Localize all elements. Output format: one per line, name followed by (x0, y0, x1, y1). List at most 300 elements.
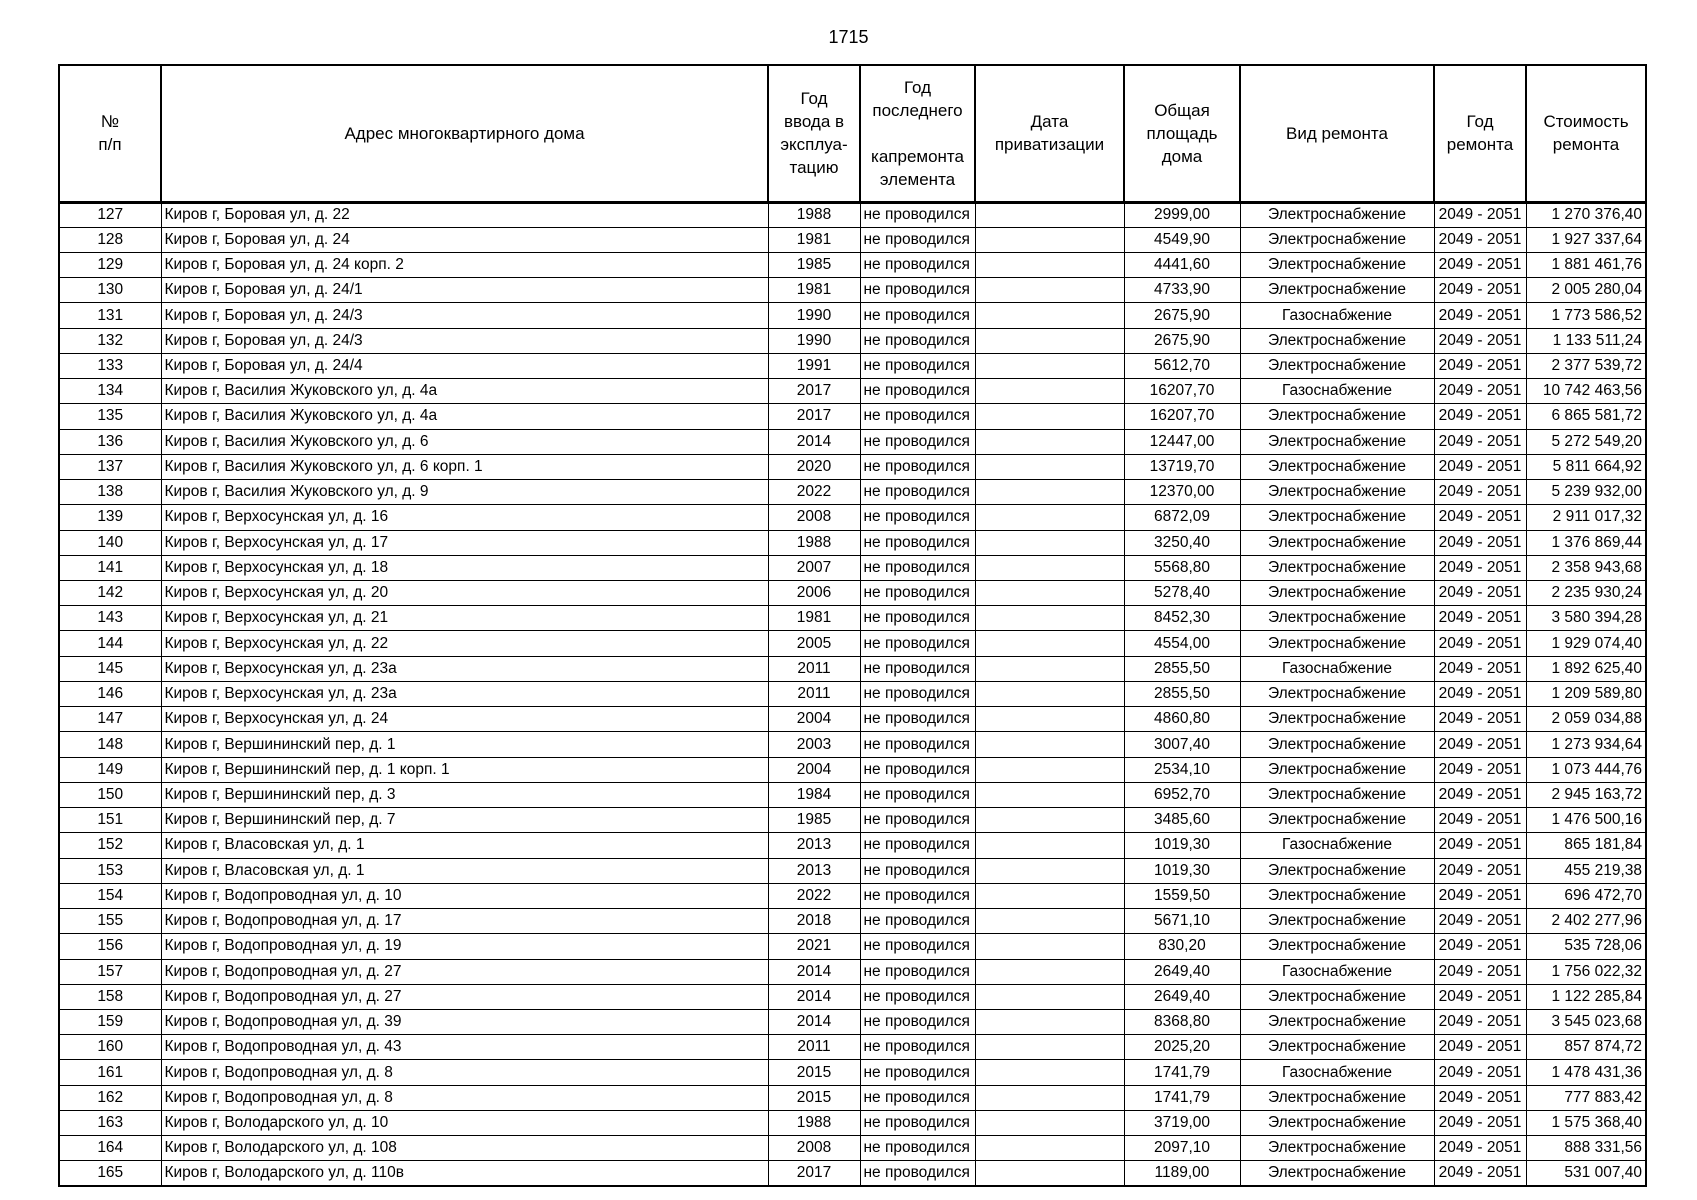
cell-area: 1019,30 (1124, 858, 1240, 883)
cell-address: Киров г, Водопроводная ул, д. 8 (161, 1060, 768, 1085)
cell-area: 6952,70 (1124, 782, 1240, 807)
table-row (59, 328, 1646, 353)
cell-repair-year: 2049 - 2051 (1434, 757, 1526, 782)
cell-area: 3007,40 (1124, 732, 1240, 757)
cell-last-repair: не проводился (860, 782, 975, 807)
table-row (59, 353, 1646, 378)
cell-num: 137 (59, 454, 161, 479)
table-row (59, 202, 1646, 227)
cell-address: Киров г, Верхосунская ул, д. 23а (161, 681, 768, 706)
cell-cost: 2 945 163,72 (1526, 782, 1646, 807)
table-row (59, 934, 1646, 959)
table-row (59, 656, 1646, 681)
cell-address: Киров г, Водопроводная ул, д. 43 (161, 1035, 768, 1060)
cell-num: 139 (59, 505, 161, 530)
cell-area: 1559,50 (1124, 883, 1240, 908)
cell-repair-year: 2049 - 2051 (1434, 959, 1526, 984)
table-row (59, 505, 1646, 530)
cell-last-repair: не проводился (860, 1035, 975, 1060)
cell-area: 16207,70 (1124, 404, 1240, 429)
cell-last-repair: не проводился (860, 1010, 975, 1035)
cell-area: 4549,90 (1124, 227, 1240, 252)
table-row (59, 278, 1646, 303)
cell-area: 6872,09 (1124, 505, 1240, 530)
cell-last-repair: не проводился (860, 303, 975, 328)
cell-address: Киров г, Водопроводная ул, д. 39 (161, 1010, 768, 1035)
cell-cost: 2 059 034,88 (1526, 707, 1646, 732)
cell-address: Киров г, Василия Жуковского ул, д. 6 корп. 1 (161, 454, 768, 479)
cell-address: Киров г, Верхосунская ул, д. 18 (161, 555, 768, 580)
cell-repair-kind: Электроснабжение (1240, 252, 1434, 277)
cell-address: Киров г, Верхосунская ул, д. 16 (161, 505, 768, 530)
header-repair-kind (1240, 65, 1434, 202)
cell-address: Киров г, Боровая ул, д. 22 (161, 202, 768, 227)
cell-area: 2649,40 (1124, 984, 1240, 1009)
cell-area: 5278,40 (1124, 581, 1240, 606)
cell-last-repair: не проводился (860, 707, 975, 732)
cell-privatization (975, 202, 1124, 227)
header-line: приватизации (994, 135, 1105, 155)
cell-repair-kind: Электроснабжение (1240, 555, 1434, 580)
cell-address: Киров г, Володарского ул, д. 108 (161, 1136, 768, 1161)
header-line (864, 122, 971, 145)
header-address (161, 65, 768, 202)
cell-privatization (975, 757, 1124, 782)
cell-num: 127 (59, 202, 161, 227)
cell-num: 135 (59, 404, 161, 429)
header-line: № (100, 112, 120, 132)
cell-num: 151 (59, 808, 161, 833)
cell-area: 2675,90 (1124, 328, 1240, 353)
cell-privatization (975, 681, 1124, 706)
cell-year-built: 2008 (768, 1136, 860, 1161)
cell-area: 1189,00 (1124, 1161, 1240, 1186)
header-line: Общая (1154, 100, 1210, 120)
cell-cost: 1 270 376,40 (1526, 202, 1646, 227)
cell-last-repair: не проводился (860, 227, 975, 252)
table-row (59, 984, 1646, 1009)
cell-repair-kind: Электроснабжение (1240, 1085, 1434, 1110)
header-line: Год (1466, 112, 1494, 132)
cell-last-repair: не проводился (860, 480, 975, 505)
cell-year-built: 2017 (768, 404, 860, 429)
cell-year-built: 1985 (768, 252, 860, 277)
cell-cost: 1 376 869,44 (1526, 530, 1646, 555)
cell-num: 157 (59, 959, 161, 984)
cell-repair-kind: Газоснабжение (1240, 959, 1434, 984)
cell-repair-kind: Электроснабжение (1240, 505, 1434, 530)
cell-privatization (975, 959, 1124, 984)
table-row (59, 883, 1646, 908)
cell-cost: 5 272 549,20 (1526, 429, 1646, 454)
cell-repair-kind: Электроснабжение (1240, 429, 1434, 454)
cell-year-built: 2018 (768, 909, 860, 934)
cell-repair-year: 2049 - 2051 (1434, 808, 1526, 833)
header-line: Дата (1030, 112, 1069, 132)
cell-num: 129 (59, 252, 161, 277)
cell-year-built: 2005 (768, 631, 860, 656)
cell-num: 156 (59, 934, 161, 959)
cell-last-repair: не проводился (860, 555, 975, 580)
cell-repair-kind: Электроснабжение (1240, 202, 1434, 227)
cell-repair-year: 2049 - 2051 (1434, 252, 1526, 277)
table-row (59, 252, 1646, 277)
cell-repair-year: 2049 - 2051 (1434, 656, 1526, 681)
cell-area: 4860,80 (1124, 707, 1240, 732)
cell-repair-kind: Газоснабжение (1240, 656, 1434, 681)
cell-privatization (975, 1161, 1124, 1186)
cell-repair-year: 2049 - 2051 (1434, 555, 1526, 580)
cell-repair-kind: Электроснабжение (1240, 278, 1434, 303)
cell-repair-kind: Электроснабжение (1240, 631, 1434, 656)
cell-year-built: 2011 (768, 656, 860, 681)
cell-year-built: 1990 (768, 328, 860, 353)
cell-privatization (975, 782, 1124, 807)
cell-last-repair: не проводился (860, 808, 975, 833)
cell-year-built: 2017 (768, 379, 860, 404)
cell-address: Киров г, Володарского ул, д. 10 (161, 1110, 768, 1135)
cell-repair-kind: Электроснабжение (1240, 732, 1434, 757)
cell-address: Киров г, Верхосунская ул, д. 21 (161, 606, 768, 631)
cell-cost: 1 929 074,40 (1526, 631, 1646, 656)
cell-repair-year: 2049 - 2051 (1434, 1010, 1526, 1035)
cell-cost: 1 073 444,76 (1526, 757, 1646, 782)
cell-repair-year: 2049 - 2051 (1434, 404, 1526, 429)
cell-area: 5568,80 (1124, 555, 1240, 580)
cell-num: 128 (59, 227, 161, 252)
cell-year-built: 2013 (768, 858, 860, 883)
header-line: площадь (1146, 123, 1218, 143)
cell-year-built: 1988 (768, 202, 860, 227)
cell-address: Киров г, Боровая ул, д. 24/4 (161, 353, 768, 378)
cell-year-built: 2017 (768, 1161, 860, 1186)
cell-repair-kind: Электроснабжение (1240, 707, 1434, 732)
cell-area: 2999,00 (1124, 202, 1240, 227)
table-row (59, 1136, 1646, 1161)
cell-repair-year: 2049 - 2051 (1434, 328, 1526, 353)
cell-cost: 531 007,40 (1526, 1161, 1646, 1186)
table-row (59, 555, 1646, 580)
cell-last-repair: не проводился (860, 252, 975, 277)
cell-area: 4441,60 (1124, 252, 1240, 277)
table-row (59, 707, 1646, 732)
cell-last-repair: не проводился (860, 530, 975, 555)
cell-address: Киров г, Верхосунская ул, д. 22 (161, 631, 768, 656)
table-row (59, 757, 1646, 782)
cell-cost: 1 892 625,40 (1526, 656, 1646, 681)
cell-address: Киров г, Василия Жуковского ул, д. 4а (161, 404, 768, 429)
cell-num: 147 (59, 707, 161, 732)
cell-privatization (975, 732, 1124, 757)
cell-repair-year: 2049 - 2051 (1434, 934, 1526, 959)
cell-privatization (975, 833, 1124, 858)
cell-privatization (975, 631, 1124, 656)
cell-address: Киров г, Боровая ул, д. 24 корп. 2 (161, 252, 768, 277)
cell-num: 154 (59, 883, 161, 908)
cell-cost: 1 575 368,40 (1526, 1110, 1646, 1135)
cell-address: Киров г, Власовская ул, д. 1 (161, 833, 768, 858)
cell-num: 134 (59, 379, 161, 404)
cell-cost: 1 133 511,24 (1526, 328, 1646, 353)
cell-last-repair: не проводился (860, 934, 975, 959)
cell-num: 133 (59, 353, 161, 378)
cell-repair-year: 2049 - 2051 (1434, 782, 1526, 807)
cell-cost: 5 239 932,00 (1526, 480, 1646, 505)
cell-last-repair: не проводился (860, 404, 975, 429)
header-last-repair (860, 65, 975, 202)
cell-repair-kind: Электроснабжение (1240, 454, 1434, 479)
table-row (59, 1010, 1646, 1035)
table-row (59, 303, 1646, 328)
cell-num: 138 (59, 480, 161, 505)
table-row (59, 1085, 1646, 1110)
cell-repair-kind: Электроснабжение (1240, 328, 1434, 353)
table-row (59, 631, 1646, 656)
cell-year-built: 1991 (768, 353, 860, 378)
cell-repair-year: 2049 - 2051 (1434, 984, 1526, 1009)
cell-repair-year: 2049 - 2051 (1434, 581, 1526, 606)
cell-privatization (975, 808, 1124, 833)
cell-repair-year: 2049 - 2051 (1434, 681, 1526, 706)
cell-num: 136 (59, 429, 161, 454)
cell-address: Киров г, Водопроводная ул, д. 27 (161, 959, 768, 984)
cell-repair-year: 2049 - 2051 (1434, 1060, 1526, 1085)
table-row (59, 606, 1646, 631)
cell-last-repair: не проводился (860, 353, 975, 378)
cell-repair-kind: Электроснабжение (1240, 1136, 1434, 1161)
cell-year-built: 1981 (768, 227, 860, 252)
header-line: дома (1161, 146, 1203, 166)
cell-repair-year: 2049 - 2051 (1434, 353, 1526, 378)
table-row (59, 808, 1646, 833)
cell-privatization (975, 707, 1124, 732)
cell-num: 146 (59, 681, 161, 706)
header-line: п/п (98, 135, 122, 155)
cell-cost: 1 122 285,84 (1526, 984, 1646, 1009)
cell-address: Киров г, Водопроводная ул, д. 8 (161, 1085, 768, 1110)
cell-address: Киров г, Верхосунская ул, д. 24 (161, 707, 768, 732)
cell-repair-kind: Электроснабжение (1240, 606, 1434, 631)
cell-year-built: 2022 (768, 480, 860, 505)
cell-repair-year: 2049 - 2051 (1434, 505, 1526, 530)
cell-last-repair: не проводился (860, 681, 975, 706)
header-line: Стоимость (1543, 112, 1629, 132)
cell-privatization (975, 303, 1124, 328)
cell-repair-kind: Электроснабжение (1240, 808, 1434, 833)
cell-last-repair: не проводился (860, 505, 975, 530)
cell-privatization (975, 1035, 1124, 1060)
cell-num: 150 (59, 782, 161, 807)
cell-last-repair: не проводился (860, 278, 975, 303)
cell-cost: 1 881 461,76 (1526, 252, 1646, 277)
header-line: Адрес многоквартирного дома (344, 123, 585, 143)
table-row (59, 858, 1646, 883)
cell-cost: 2 005 280,04 (1526, 278, 1646, 303)
cell-repair-kind: Электроснабжение (1240, 858, 1434, 883)
cell-year-built: 2014 (768, 959, 860, 984)
table-row (59, 429, 1646, 454)
cell-cost: 455 219,38 (1526, 858, 1646, 883)
cell-area: 12447,00 (1124, 429, 1240, 454)
cell-address: Киров г, Водопроводная ул, д. 19 (161, 934, 768, 959)
cell-address: Киров г, Верхосунская ул, д. 20 (161, 581, 768, 606)
cell-num: 142 (59, 581, 161, 606)
cell-repair-year: 2049 - 2051 (1434, 303, 1526, 328)
cell-repair-year: 2049 - 2051 (1434, 606, 1526, 631)
table-row (59, 404, 1646, 429)
header-cost (1526, 65, 1646, 202)
header-line: эксплуа- (780, 135, 848, 155)
header-line: ремонта (1552, 135, 1620, 155)
cell-cost: 1 478 431,36 (1526, 1060, 1646, 1085)
cell-num: 163 (59, 1110, 161, 1135)
cell-year-built: 1985 (768, 808, 860, 833)
cell-num: 164 (59, 1136, 161, 1161)
cell-address: Киров г, Верхосунская ул, д. 17 (161, 530, 768, 555)
cell-privatization (975, 505, 1124, 530)
cell-address: Киров г, Василия Жуковского ул, д. 9 (161, 480, 768, 505)
cell-address: Киров г, Боровая ул, д. 24/3 (161, 303, 768, 328)
cell-cost: 1 273 934,64 (1526, 732, 1646, 757)
cell-year-built: 2006 (768, 581, 860, 606)
cell-area: 5671,10 (1124, 909, 1240, 934)
table-row (59, 454, 1646, 479)
cell-repair-kind: Газоснабжение (1240, 303, 1434, 328)
cell-area: 3250,40 (1124, 530, 1240, 555)
table-row (59, 732, 1646, 757)
cell-area: 1019,30 (1124, 833, 1240, 858)
cell-area: 830,20 (1124, 934, 1240, 959)
cell-area: 2025,20 (1124, 1035, 1240, 1060)
cell-privatization (975, 1010, 1124, 1035)
cell-last-repair: не проводился (860, 202, 975, 227)
cell-privatization (975, 379, 1124, 404)
cell-year-built: 2014 (768, 984, 860, 1009)
cell-area: 2649,40 (1124, 959, 1240, 984)
cell-num: 132 (59, 328, 161, 353)
cell-year-built: 1984 (768, 782, 860, 807)
cell-last-repair: не проводился (860, 328, 975, 353)
table-header (59, 65, 1646, 202)
cell-area: 3719,00 (1124, 1110, 1240, 1135)
cell-cost: 2 377 539,72 (1526, 353, 1646, 378)
cell-area: 2855,50 (1124, 656, 1240, 681)
cell-repair-year: 2049 - 2051 (1434, 732, 1526, 757)
cell-address: Киров г, Володарского ул, д. 110в (161, 1161, 768, 1186)
cell-cost: 1 773 586,52 (1526, 303, 1646, 328)
table-row (59, 530, 1646, 555)
cell-last-repair: не проводился (860, 454, 975, 479)
cell-address: Киров г, Вершининский пер, д. 1 корп. 1 (161, 757, 768, 782)
table-row (59, 1060, 1646, 1085)
cell-address: Киров г, Вершининский пер, д. 1 (161, 732, 768, 757)
cell-repair-kind: Электроснабжение (1240, 581, 1434, 606)
header-line: капремонта (871, 146, 964, 166)
cell-repair-year: 2049 - 2051 (1434, 883, 1526, 908)
table-row (59, 581, 1646, 606)
cell-area: 4554,00 (1124, 631, 1240, 656)
cell-repair-year: 2049 - 2051 (1434, 1110, 1526, 1135)
cell-repair-kind: Электроснабжение (1240, 530, 1434, 555)
cell-privatization (975, 429, 1124, 454)
cell-address: Киров г, Вершининский пер, д. 3 (161, 782, 768, 807)
repair-registry-table (58, 64, 1647, 1187)
cell-last-repair: не проводился (860, 833, 975, 858)
cell-privatization (975, 1110, 1124, 1135)
cell-year-built: 2015 (768, 1085, 860, 1110)
cell-last-repair: не проводился (860, 858, 975, 883)
cell-repair-kind: Электроснабжение (1240, 480, 1434, 505)
cell-year-built: 2008 (768, 505, 860, 530)
cell-last-repair: не проводился (860, 1110, 975, 1135)
cell-address: Киров г, Василия Жуковского ул, д. 4а (161, 379, 768, 404)
cell-privatization (975, 883, 1124, 908)
cell-year-built: 2007 (768, 555, 860, 580)
cell-repair-year: 2049 - 2051 (1434, 1085, 1526, 1110)
cell-num: 131 (59, 303, 161, 328)
cell-repair-year: 2049 - 2051 (1434, 833, 1526, 858)
cell-cost: 1 476 500,16 (1526, 808, 1646, 833)
header-year-built (768, 65, 860, 202)
cell-repair-kind: Электроснабжение (1240, 681, 1434, 706)
cell-cost: 5 811 664,92 (1526, 454, 1646, 479)
cell-year-built: 2013 (768, 833, 860, 858)
cell-privatization (975, 1085, 1124, 1110)
cell-cost: 2 358 943,68 (1526, 555, 1646, 580)
cell-area: 8368,80 (1124, 1010, 1240, 1035)
cell-cost: 857 874,72 (1526, 1035, 1646, 1060)
cell-repair-year: 2049 - 2051 (1434, 1161, 1526, 1186)
cell-privatization (975, 480, 1124, 505)
cell-year-built: 2004 (768, 757, 860, 782)
cell-year-built: 1988 (768, 530, 860, 555)
cell-year-built: 2014 (768, 1010, 860, 1035)
cell-repair-kind: Электроснабжение (1240, 883, 1434, 908)
cell-num: 140 (59, 530, 161, 555)
cell-cost: 6 865 581,72 (1526, 404, 1646, 429)
cell-repair-year: 2049 - 2051 (1434, 707, 1526, 732)
cell-privatization (975, 252, 1124, 277)
cell-repair-kind: Электроснабжение (1240, 1035, 1434, 1060)
cell-address: Киров г, Водопроводная ул, д. 17 (161, 909, 768, 934)
cell-area: 1741,79 (1124, 1085, 1240, 1110)
cell-address: Киров г, Верхосунская ул, д. 23а (161, 656, 768, 681)
cell-repair-kind: Электроснабжение (1240, 1010, 1434, 1035)
cell-cost: 696 472,70 (1526, 883, 1646, 908)
cell-last-repair: не проводился (860, 984, 975, 1009)
cell-repair-year: 2049 - 2051 (1434, 278, 1526, 303)
cell-last-repair: не проводился (860, 581, 975, 606)
cell-repair-year: 2049 - 2051 (1434, 454, 1526, 479)
cell-repair-kind: Электроснабжение (1240, 227, 1434, 252)
table-row (59, 379, 1646, 404)
cell-privatization (975, 555, 1124, 580)
cell-repair-year: 2049 - 2051 (1434, 1035, 1526, 1060)
cell-num: 144 (59, 631, 161, 656)
cell-privatization (975, 656, 1124, 681)
table-row (59, 782, 1646, 807)
cell-repair-year: 2049 - 2051 (1434, 202, 1526, 227)
cell-area: 1741,79 (1124, 1060, 1240, 1085)
cell-year-built: 2021 (768, 934, 860, 959)
cell-last-repair: не проводился (860, 909, 975, 934)
cell-last-repair: не проводился (860, 732, 975, 757)
cell-last-repair: не проводился (860, 757, 975, 782)
cell-year-built: 1981 (768, 278, 860, 303)
cell-privatization (975, 530, 1124, 555)
cell-area: 2534,10 (1124, 757, 1240, 782)
cell-privatization (975, 858, 1124, 883)
